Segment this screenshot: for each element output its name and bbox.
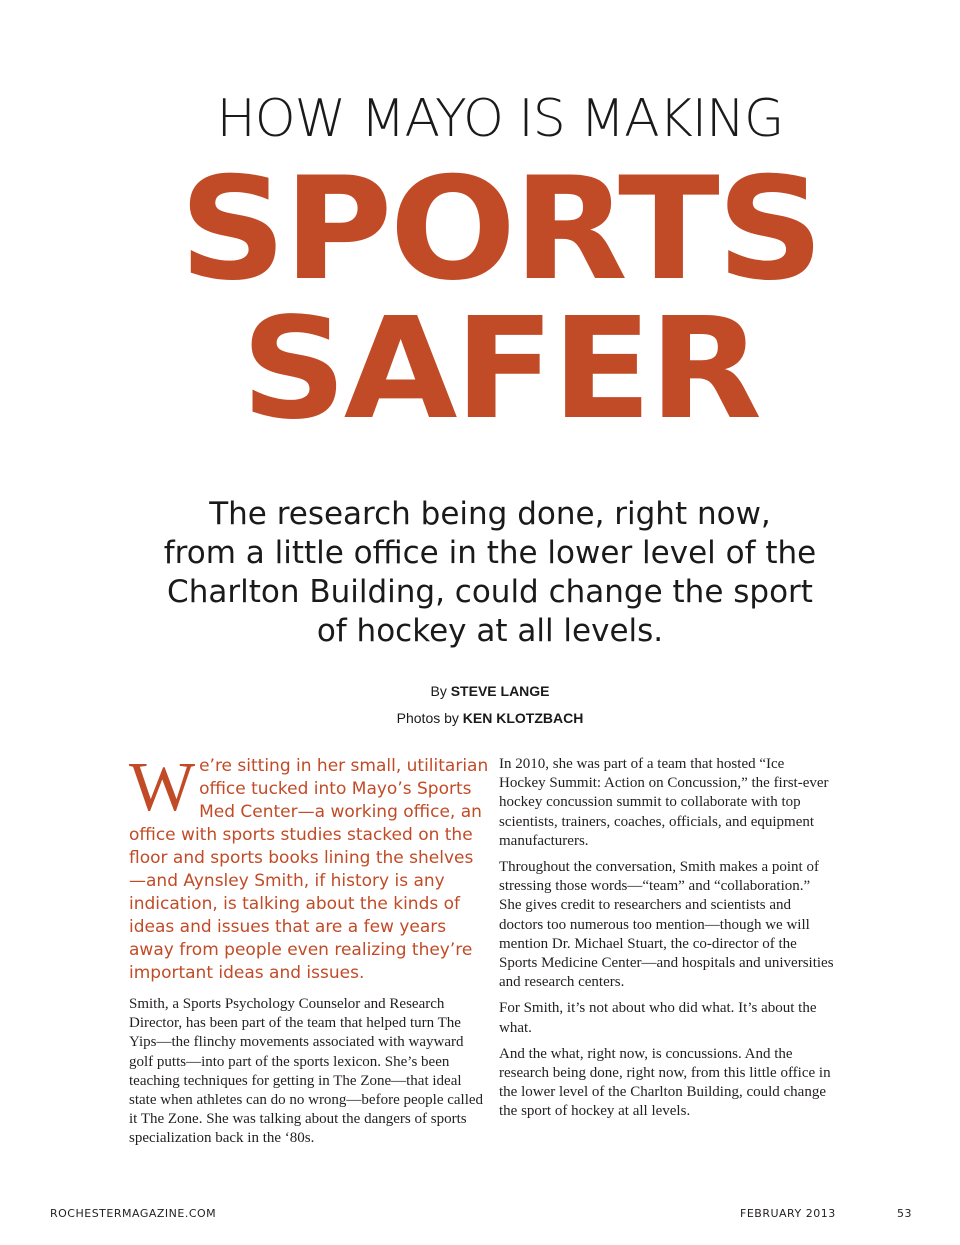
footer-page-number: 53	[897, 1207, 912, 1220]
headline-kicker: HOW MAYO IS MAKING	[216, 89, 784, 149]
author-name: STEVE LANGE	[450, 683, 550, 699]
article-column-right	[499, 755, 834, 1129]
body-paragraph: And the what, right now, is concussions. And the research being done, right now, from this little office in the lower level of the Charlton Building, could change the sport of hockey at all levels.	[499, 1045, 831, 1120]
deck-line: from a little office in the lower level of the	[163, 535, 817, 571]
photo-credit	[290, 710, 690, 726]
footer-website: ROCHESTERMAGAZINE.COM	[50, 1207, 217, 1220]
deck-line: Charlton Building, could change the sport	[167, 574, 813, 610]
headline-line-2: SAFER	[241, 288, 759, 451]
photos-prefix: Photos by	[396, 710, 459, 726]
drop-cap: W	[129, 749, 196, 826]
photographer-name: KEN KLOTZBACH	[462, 710, 584, 726]
headline-line-1: SPORTS	[179, 147, 821, 312]
deck-line: of hockey at all levels.	[316, 613, 664, 649]
author-credit	[290, 683, 690, 699]
lede-text: e’re sitting in her small, utilitarian office tucked into Mayo’s Sports Med Center—a working office, an office with sports studies stacked on the floor and sports books lining the shelves—and Aynsley Smith, if history is any indication, is talking about the kinds of ideas and issues that are a few years away from people even realizing they’re important ideas and issues.	[129, 756, 489, 983]
body-paragraph: For Smith, it’s not about who did what. It’s about the what.	[499, 1000, 817, 1036]
footer-issue-date: FEBRUARY 2013	[740, 1207, 836, 1220]
body-paragraph: Throughout the conversation, Smith makes a point of stressing those words—“team” and “collaboration.” She gives credit to researchers and scientists and doctors too numerous too mention—though we will mention Dr. Michael Stuart, the co-director of the Sports Medicine Center—and hospitals and universities and research centers.	[499, 859, 834, 991]
body-paragraph: In 2010, she was part of a team that hosted “Ice Hockey Summit: Action on Concussion,” the first-ever hockey concussion summit to collaborate with top scientists, trainers, coaches, officials, and equipment manufacturers.	[499, 756, 829, 849]
by-prefix: By	[430, 683, 447, 699]
body-paragraph: Smith, a Sports Psychology Counselor and Research Director, has been part of the team that helped turn The Yips—the flinchy movements associated with wayward golf putts—into part of the sports lexicon. She’s been teaching techniques for getting in The Zone—that ideal state when athletes can do no wrong—before people called it The Zone. She was talking about the dangers of sports specialization back in the ‘80s.	[129, 996, 484, 1147]
lede-paragraph	[129, 749, 489, 985]
article-column-left	[129, 749, 489, 1149]
deck	[120, 495, 860, 651]
deck-line: The research being done, right now,	[209, 496, 771, 532]
